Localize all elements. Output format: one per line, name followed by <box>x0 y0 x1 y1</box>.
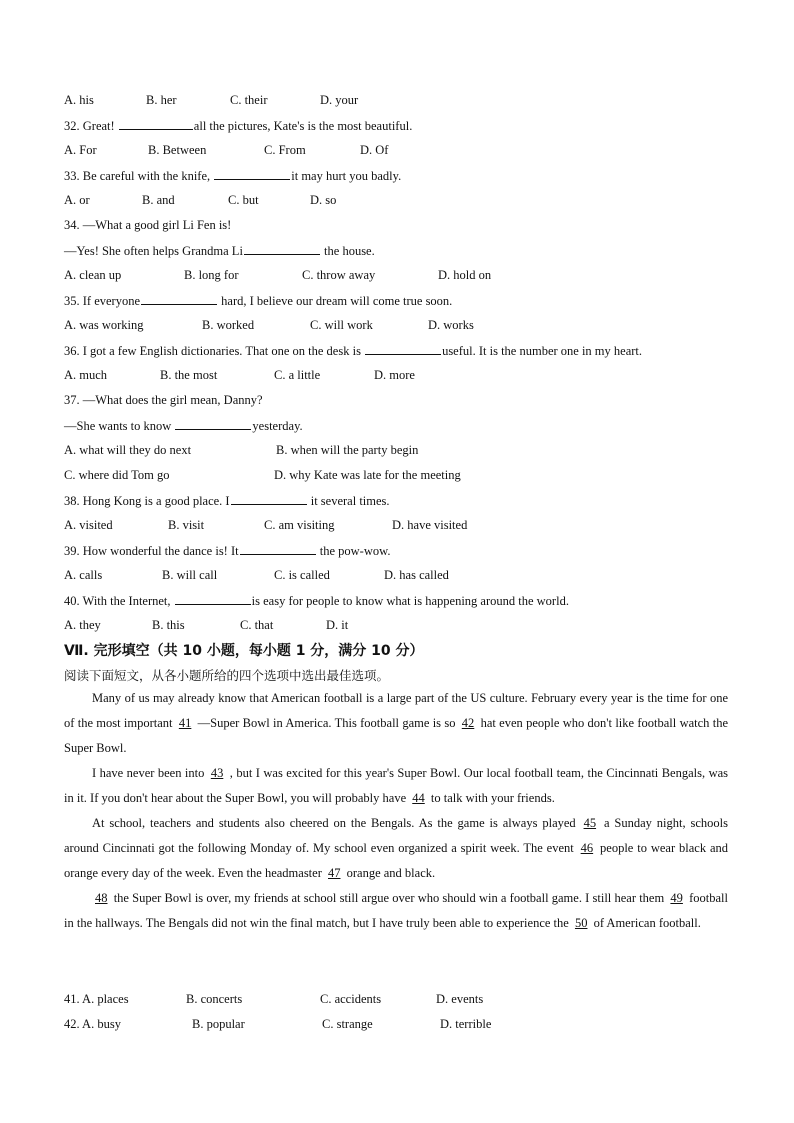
q32-stem: 32. Great! all the pictures, Kate's is the most beautiful. <box>64 119 413 133</box>
q41-option-c[interactable]: C. accidents <box>320 992 382 1006</box>
q37-option-c[interactable]: C. where did Tom go <box>64 468 170 482</box>
blank-50[interactable]: 50 <box>574 916 588 930</box>
q33-option-d[interactable]: D. so <box>310 193 337 207</box>
q42-option-d[interactable]: D. terrible <box>440 1017 492 1031</box>
q42-option-c[interactable]: C. strange <box>322 1017 373 1031</box>
q34-stem-line2: —Yes! She often helps Grandma Li the house. <box>64 244 375 258</box>
q39-option-b[interactable]: B. will call <box>162 568 218 582</box>
q38-option-b[interactable]: B. visit <box>168 518 205 532</box>
q33-blank <box>214 167 290 180</box>
q32-blank <box>119 117 193 130</box>
q37-option-d[interactable]: D. why Kate was late for the meeting <box>274 468 461 482</box>
q40-option-a[interactable]: A. they <box>64 618 101 632</box>
q38-option-a[interactable]: A. visited <box>64 518 113 532</box>
q35-option-a[interactable]: A. was working <box>64 318 144 332</box>
q37-option-b[interactable]: B. when will the party begin <box>276 443 419 457</box>
q37-blank <box>175 417 251 430</box>
q34-stem-line1: 34. —What a good girl Li Fen is! <box>64 218 232 232</box>
q32-option-c[interactable]: C. From <box>264 143 306 157</box>
q41-option-b[interactable]: B. concerts <box>186 992 243 1006</box>
q35-option-c[interactable]: C. will work <box>310 318 373 332</box>
q36-blank <box>365 342 441 355</box>
q40-option-b[interactable]: B. this <box>152 618 185 632</box>
q39-option-c[interactable]: C. is called <box>274 568 330 582</box>
q39-blank <box>240 542 316 555</box>
passage-paragraph-3: At school, teachers and students also cheered on the Bengals. As the game is always played 45 a Sunday night, schools around Cincinnati got the following Monday of. My school even organized a spirit week. The event 46 people to wear black and orange every day of the week. Even the headmaster 47 orange and black. <box>64 816 728 880</box>
q36-option-c[interactable]: C. a little <box>274 368 321 382</box>
passage-paragraph-4: 48 the Super Bowl is over, my friends at school still argue over who should win a football game. I still hear them 49 football in the hallways. The Bengals did not win the final match, but I have truly been able to experience the 50 of American football. <box>64 891 728 930</box>
q37-stem-line1: 37. —What does the girl mean, Danny? <box>64 393 263 407</box>
q38-option-d[interactable]: D. have visited <box>392 518 468 532</box>
q39-stem: 39. How wonderful the dance is! It the pow-wow. <box>64 544 391 558</box>
q32-option-a[interactable]: A. For <box>64 143 97 157</box>
blank-48[interactable]: 48 <box>95 891 108 905</box>
q35-option-d[interactable]: D. works <box>428 318 474 332</box>
q40-stem: 40. With the Internet, is easy for people to know what is happening around the world. <box>64 594 569 608</box>
passage-paragraph-2: I have never been into 43 , but I was excited for this year's Super Bowl. Our local football team, the Cincinnati Bengals, was in it. If you don't hear about the Super Bowl, you will probably have 44 to talk with your friends. <box>64 766 729 805</box>
q36-option-a[interactable]: A. much <box>64 368 108 382</box>
q37-stem-line2: —She wants to know yesterday. <box>64 419 303 433</box>
q38-blank <box>231 492 307 505</box>
blank-43[interactable]: 43 <box>210 766 224 780</box>
q34-option-b[interactable]: B. long for <box>184 268 239 282</box>
blank-46[interactable]: 46 <box>580 841 594 855</box>
q34-blank <box>244 242 320 255</box>
q41-option-d[interactable]: D. events <box>436 992 484 1006</box>
q41-option-a[interactable]: 41. A. places <box>64 992 129 1006</box>
q33-stem: 33. Be careful with the knife, it may hurt you badly. <box>64 169 402 183</box>
q31-option-d[interactable]: D. your <box>320 93 359 107</box>
q36-stem: 36. I got a few English dictionaries. That one on the desk is useful. It is the number one in my heart. <box>64 344 643 358</box>
q31-option-b[interactable]: B. her <box>146 93 177 107</box>
q39-option-a[interactable]: A. calls <box>64 568 103 582</box>
q32-option-d[interactable]: D. Of <box>360 143 389 157</box>
q32-option-b[interactable]: B. Between <box>148 143 207 157</box>
q35-stem: 35. If everyone hard, I believe our dream will come true soon. <box>64 294 453 308</box>
q42-option-b[interactable]: B. popular <box>192 1017 245 1031</box>
q33-option-a[interactable]: A. or <box>64 193 90 207</box>
q39-option-d[interactable]: D. has called <box>384 568 449 582</box>
q40-option-d[interactable]: D. it <box>326 618 349 632</box>
blank-41[interactable]: 41 <box>178 716 192 730</box>
q31-option-a[interactable]: A. his <box>64 93 94 107</box>
q36-option-b[interactable]: B. the most <box>160 368 218 382</box>
q31-option-c[interactable]: C. their <box>230 93 268 107</box>
q33-option-c[interactable]: C. but <box>228 193 259 207</box>
section-title: Ⅶ. 完形填空（共 10 小题，每小题 1 分，满分 10 分） <box>64 643 424 659</box>
q38-option-c[interactable]: C. am visiting <box>264 518 335 532</box>
q34-option-c[interactable]: C. throw away <box>302 268 376 282</box>
q42-option-a[interactable]: 42. A. busy <box>64 1017 121 1031</box>
blank-42[interactable]: 42 <box>461 716 475 730</box>
section-instruction: 阅读下面短文，从各小题所给的四个选项中选出最佳选项。 <box>64 668 390 683</box>
blank-49[interactable]: 49 <box>670 891 683 905</box>
passage-paragraph-1: Many of us may already know that American football is a large part of the US culture. February every year is the time for one of the most important 41 —Super Bowl in America. This football game is so 42 hat even people who don't like football watch the Super Bowl. <box>64 691 728 755</box>
q34-option-d[interactable]: D. hold on <box>438 268 492 282</box>
q35-option-b[interactable]: B. worked <box>202 318 255 332</box>
blank-45[interactable]: 45 <box>583 816 597 830</box>
q40-option-c[interactable]: C. that <box>240 618 274 632</box>
q35-blank <box>141 292 217 305</box>
blank-44[interactable]: 44 <box>412 791 425 805</box>
q33-option-b[interactable]: B. and <box>142 193 175 207</box>
q36-option-d[interactable]: D. more <box>374 368 415 382</box>
q40-blank <box>175 592 251 605</box>
q34-option-a[interactable]: A. clean up <box>64 268 122 282</box>
cloze-passage <box>64 686 728 936</box>
blank-47[interactable]: 47 <box>328 866 341 880</box>
q38-stem: 38. Hong Kong is a good place. I it several times. <box>64 494 390 508</box>
q37-option-a[interactable]: A. what will they do next <box>64 443 192 457</box>
